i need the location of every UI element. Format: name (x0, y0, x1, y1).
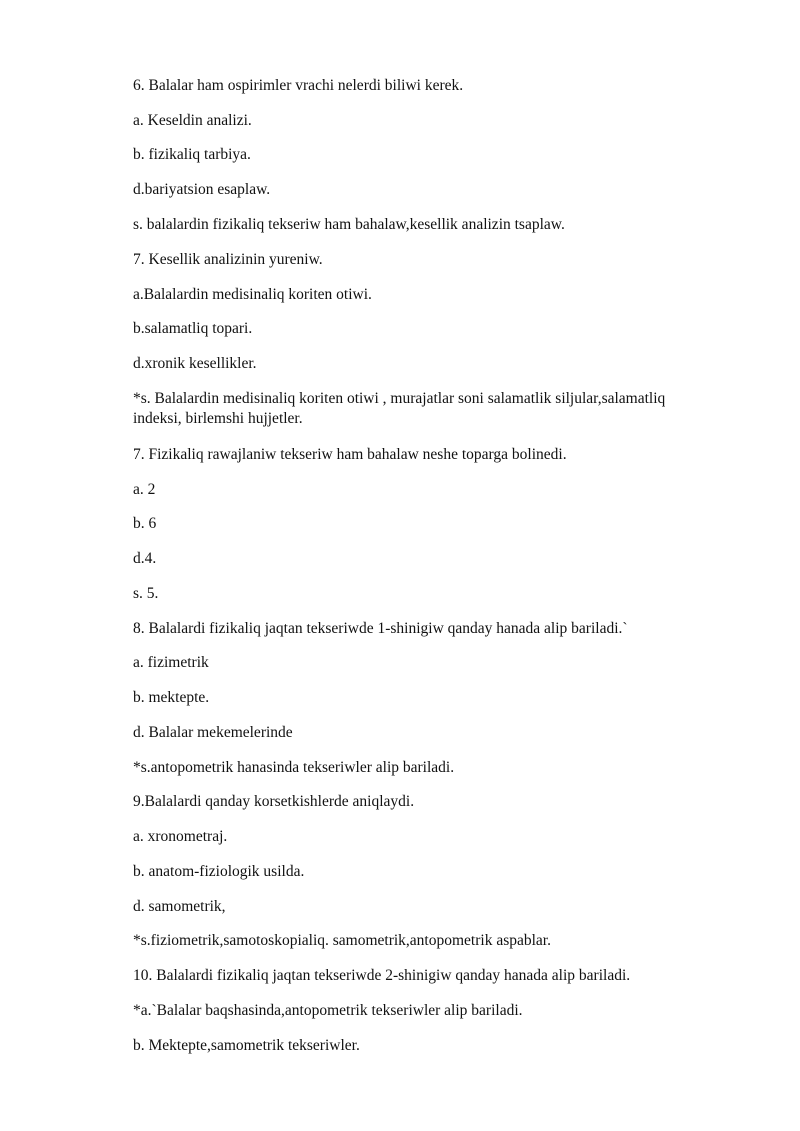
question-9: 9.Balalardi qanday korsetkishlerde aniqlaydi. (133, 793, 415, 810)
answer-option: b.salamatliq topari. (133, 320, 253, 337)
question-6: 6. Balalar ham ospirimler vrachi nelerdi biliwi kerek. (133, 77, 464, 94)
answer-option: a. 2 (133, 481, 156, 498)
answer-option: d. samometrik, (133, 898, 226, 915)
correct-answer-option: *s.antopometrik hanasinda tekseriwler alip bariladi. (133, 759, 455, 776)
answer-option: b. 6 (133, 515, 157, 532)
answer-option: b. mektepte. (133, 689, 210, 706)
answer-option: d.bariyatsion esaplaw. (133, 181, 271, 198)
question-10: 10. Balalardi fizikaliq jaqtan tekseriwde 2-shinigiw qanday hanada alip bariladi. (133, 967, 631, 984)
answer-option: d. Balalar mekemelerinde (133, 724, 293, 741)
answer-option: b. Mektepte,samometrik tekseriwler. (133, 1037, 360, 1054)
correct-answer-option: *s. Balalardin medisinaliq koriten otiwi , murajatlar soni salamatlik siljular,salamatliq indeksi, birlemshi hujjetler. (133, 390, 666, 427)
answer-option: b. fizikaliq tarbiya. (133, 146, 251, 163)
answer-option: a. Keseldin analizi. (133, 112, 252, 129)
question-7a: 7. Kesellik analizinin yureniw. (133, 251, 323, 268)
correct-answer-option: *a.`Balalar baqshasinda,antopometrik tekseriwler alip bariladi. (133, 1002, 523, 1019)
question-7b: 7. Fizikaliq rawajlaniw tekseriw ham bahalaw neshe toparga bolinedi. (133, 446, 567, 463)
answer-option: s. balalardin fizikaliq tekseriw ham bahalaw,kesellik analizin tsaplaw. (133, 216, 565, 233)
answer-option: d.4. (133, 550, 157, 567)
answer-option: d.xronik kesellikler. (133, 355, 257, 372)
correct-answer-option: *s.fiziometrik,samotoskopialiq. samometrik,antopometrik aspablar. (133, 932, 551, 949)
answer-option: s. 5. (133, 585, 159, 602)
answer-option: a. fizimetrik (133, 654, 209, 671)
answer-option: b. anatom-fiziologik usilda. (133, 863, 305, 880)
answer-option: a. xronometraj. (133, 828, 228, 845)
answer-option: a.Balalardin medisinaliq koriten otiwi. (133, 286, 372, 303)
question-8: 8. Balalardi fizikaliq jaqtan tekseriwde 1-shinigiw qanday hanada alip bariladi.` (133, 620, 628, 637)
